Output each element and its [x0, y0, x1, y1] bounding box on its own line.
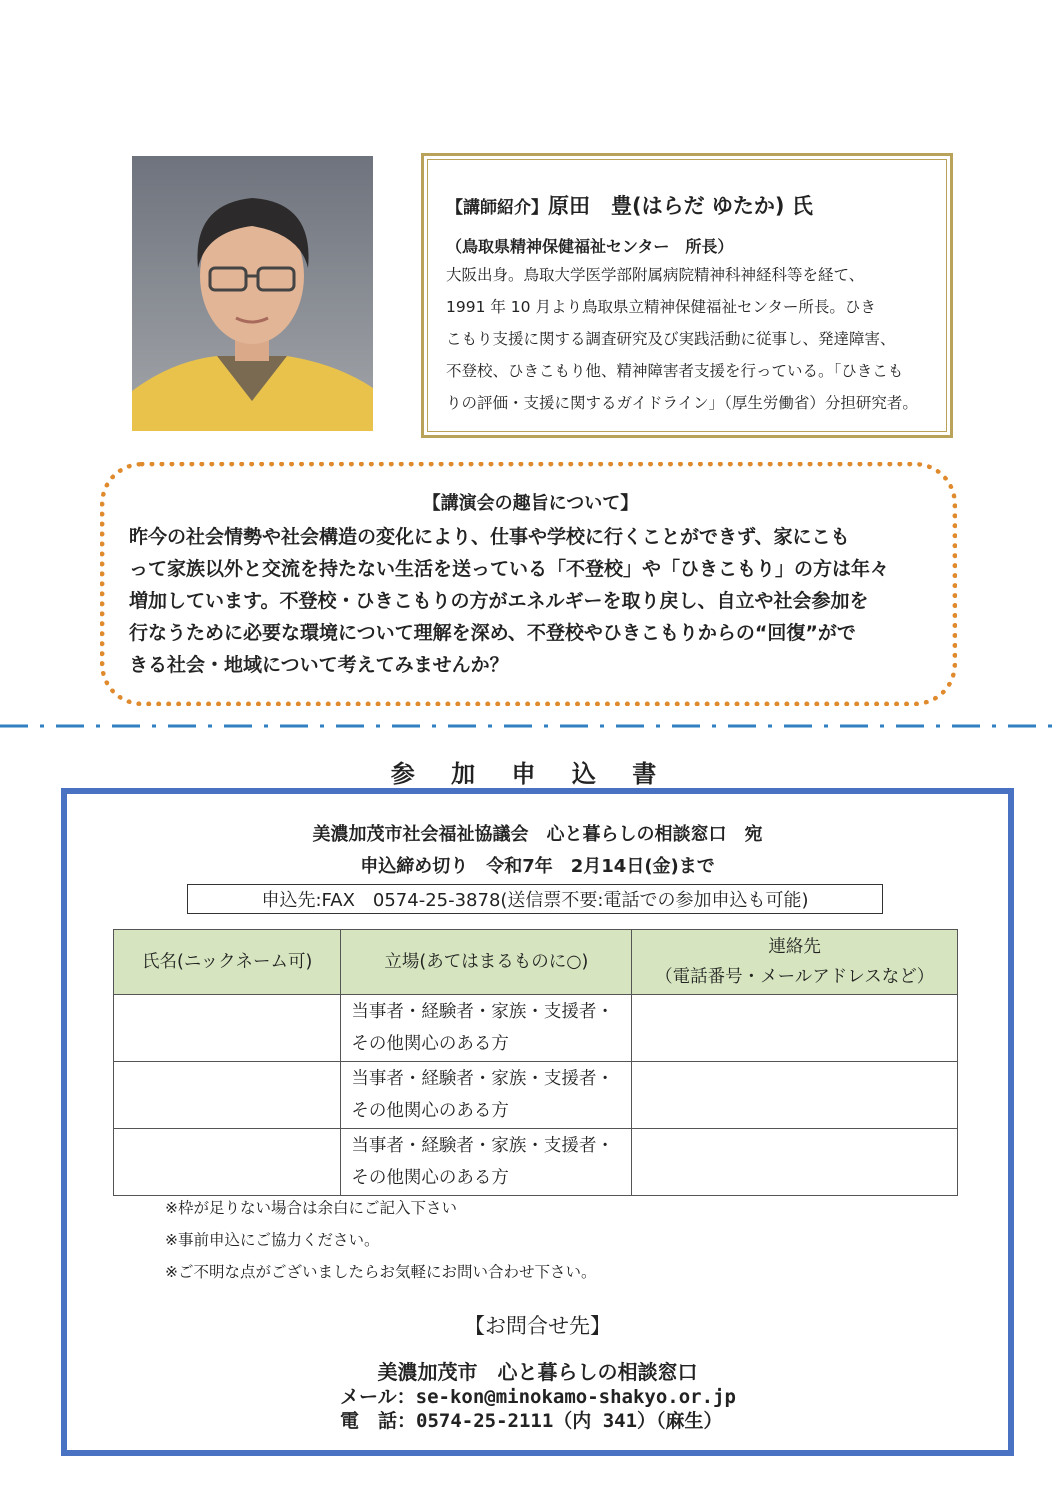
contact-cell[interactable]	[632, 995, 958, 1062]
purpose-line: きる社会・地域について考えてみませんか？	[129, 654, 509, 676]
speaker-photo	[132, 156, 373, 431]
purpose-line: 昨今の社会情勢や社会構造の変化により、仕事や学校に行くことができず、家にこも	[129, 526, 850, 548]
cut-line-divider	[0, 722, 1061, 730]
contact-cell[interactable]	[632, 1129, 958, 1196]
bio-line: 不登校、ひきこもり他、精神障害者支援を行っている。「ひきこも	[446, 362, 904, 380]
role-options: 当事者・経験者・家族・支援者・	[351, 1136, 614, 1156]
inquiry-tel	[340, 1406, 723, 1433]
purpose-text	[129, 521, 932, 681]
purpose-line: 増加しています。不登校・ひきこもりの方がエネルギーを取り戻し、自立や社会参加を	[129, 590, 869, 612]
table-header-row	[114, 930, 958, 995]
purpose-box	[100, 462, 957, 706]
note-item: ※枠が足りない場合は余白にご記入下さい	[165, 1199, 457, 1217]
speaker-tag: 【講師紹介】	[446, 198, 548, 218]
application-form-box	[61, 788, 1014, 1456]
note-item: ※ご不明な点がございましたらお気軽にお問い合わせ下さい。	[165, 1263, 597, 1281]
role-options-other: その他関心のある方	[351, 1168, 509, 1188]
mail-label: メール：	[340, 1386, 416, 1408]
speaker-intro-box	[421, 153, 953, 438]
header-contact	[632, 930, 958, 995]
header-contact-title: 連絡先	[768, 937, 821, 957]
inquiry-title: 【お問合せ先】	[464, 1314, 611, 1338]
tel-number: 0574-25-2111（内 341）（麻生）	[416, 1410, 723, 1432]
purpose-title: 【講演会の趣旨について】	[422, 493, 639, 514]
header-role: 立場(あてはまるものに○)	[341, 930, 632, 995]
bio-line: こもり支援に関する調査研究及び実践活動に従事し、発達障害、	[446, 330, 896, 348]
role-cell[interactable]	[341, 995, 632, 1062]
table-row	[114, 995, 958, 1062]
note-item: ※事前申込にご協力ください。	[165, 1231, 380, 1249]
role-options: 当事者・経験者・家族・支援者・	[351, 1002, 614, 1022]
contact-cell[interactable]	[632, 1062, 958, 1129]
tel-label: 電 話：	[340, 1410, 417, 1432]
bio-line: りの評価・支援に関するガイドライン」（厚生労働省）分担研究者。	[446, 394, 918, 412]
speaker-name: 原田 豊(はらだ ゆたか) 氏	[548, 194, 813, 218]
bio-line: 1991 年 10 月より鳥取県立精神保健福祉センター所長。ひき	[446, 298, 876, 316]
form-notes	[165, 1192, 597, 1288]
bio-line: 大阪出身。鳥取大学医学部附属病院精神科神経科等を経て、	[446, 266, 865, 284]
speaker-affiliation: （鳥取県精神保健福祉センター 所長）	[446, 237, 734, 256]
speaker-heading	[446, 190, 928, 220]
table-row	[114, 1129, 958, 1196]
speaker-bio	[446, 259, 928, 419]
inquiry-org: 美濃加茂市 心と暮らしの相談窓口	[377, 1360, 698, 1384]
role-cell[interactable]	[341, 1062, 632, 1129]
role-options-other: その他関心のある方	[351, 1101, 509, 1121]
role-options: 当事者・経験者・家族・支援者・	[351, 1069, 614, 1089]
table-row	[114, 1062, 958, 1129]
inquiry-mail	[340, 1382, 736, 1409]
header-name: 氏名(ニックネーム可)	[114, 930, 341, 995]
role-options-other: その他関心のある方	[351, 1034, 509, 1054]
purpose-line: って家族以外と交流を持たない生活を送っている「不登校」や「ひきこもり」の方は年々	[129, 558, 890, 580]
mail-address[interactable]: se-kon@minokamo-shakyo.or.jp	[415, 1386, 736, 1408]
purpose-line: 行なうために必要な環境について理解を深め、不登校やひきこもりからの“回復”がで	[129, 622, 856, 644]
form-fax: 申込先:FAX 0574-25-3878(送信票不要:電話での参加申込も可能)	[187, 884, 883, 914]
form-addressee: 美濃加茂市社会福祉協議会 心と暮らしの相談窓口 宛	[312, 824, 763, 845]
form-deadline: 申込締め切り 令和7年 2月14日(金)まで	[360, 856, 715, 877]
header-contact-sub: （電話番号・メールアドレスなど）	[655, 967, 935, 987]
application-table	[113, 929, 958, 1196]
name-cell[interactable]	[114, 1129, 341, 1196]
name-cell[interactable]	[114, 995, 341, 1062]
role-cell[interactable]	[341, 1129, 632, 1196]
form-heading: 参 加 申 込 書	[390, 760, 671, 788]
name-cell[interactable]	[114, 1062, 341, 1129]
